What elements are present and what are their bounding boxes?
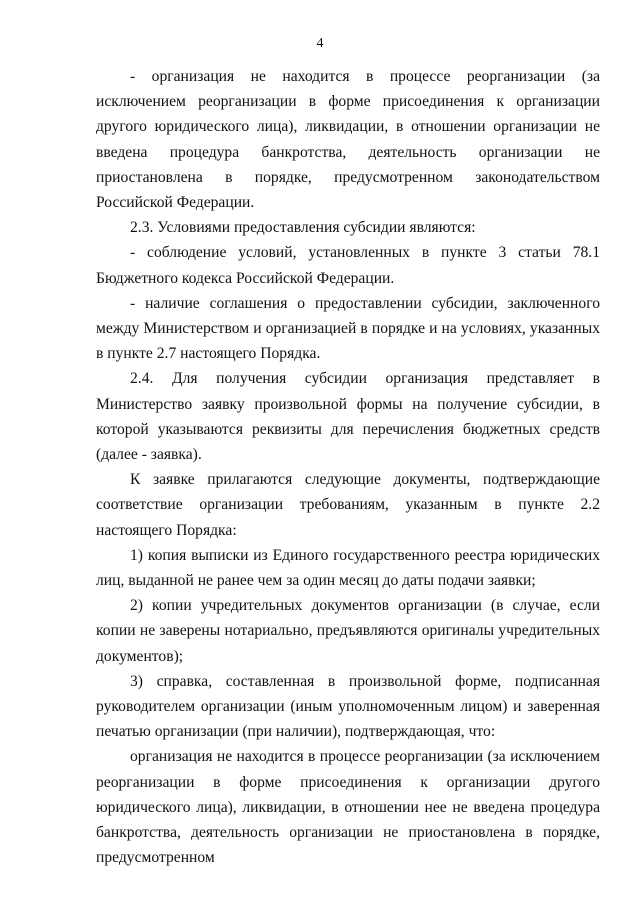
paragraph-item-3-certificate: 3) справка, составленная в произвольной форме, подписанная руководителем организации (иным уполномоченным лицом) и заверенная печатью организации (при наличии), подтверждающая, что: [96,672,600,741]
paragraph-item-1-register-extract: 1) копия выписки из Единого государственного реестра юридических лиц, выданной не ранее чем за один месяц до даты подачи заявки; [96,546,600,590]
paragraph-2-3-heading: 2.3. Условиями предоставления субсидии являются: [130,219,476,237]
paragraph-item-2-founding-documents: 2) копии учредительных документов организации (в случае, если копии не заверены нотариально, предъявляются оригиналы учредительных документов); [96,597,600,665]
paragraph-2-4-application: 2.4. Для получения субсидии организация представляет в Министерство заявку произвольной формы на получение субсидии, в которой указываются реквизиты для перечисления бюджетных средств (далее - заявка). [96,370,600,464]
paragraph-organization-conditions: - организация не находится в процессе реорганизации (за исключением реорганизации в форме присоединения к организации другого юридического лица), ликвидации, в отношении организации не введена процедура банкротства, деятельность организации не приостановлена в порядке, предусмотренном законодательством Российской Федерации. [96,68,600,212]
paragraph-budget-code-condition: - соблюдение условий, установленных в пункте 3 статьи 78.1 Бюджетного кодекса Российской Федерации. [96,244,600,287]
paragraph-attached-documents: К заявке прилагаются следующие документы, подтверждающие соответствие организации требованиям, указанным в пункте 2.2 настоящего Порядка: [96,471,600,539]
page-number: 4 [316,36,324,51]
paragraph-agreement-condition: - наличие соглашения о предоставлении субсидии, заключенного между Министерством и организацией в порядке и на условиях, указанных в пункте 2.7 настоящего Порядка. [96,294,600,363]
paragraph-certificate-content: организация не находится в процессе реорганизации (за исключением реорганизации в форме присоединения к организации другого юридического лица), ликвидации, в отношении нее не введена процедура банкротства, деятельность организации не приостановлена в порядке, предусмотренном [96,748,600,867]
document-body [96,64,600,871]
